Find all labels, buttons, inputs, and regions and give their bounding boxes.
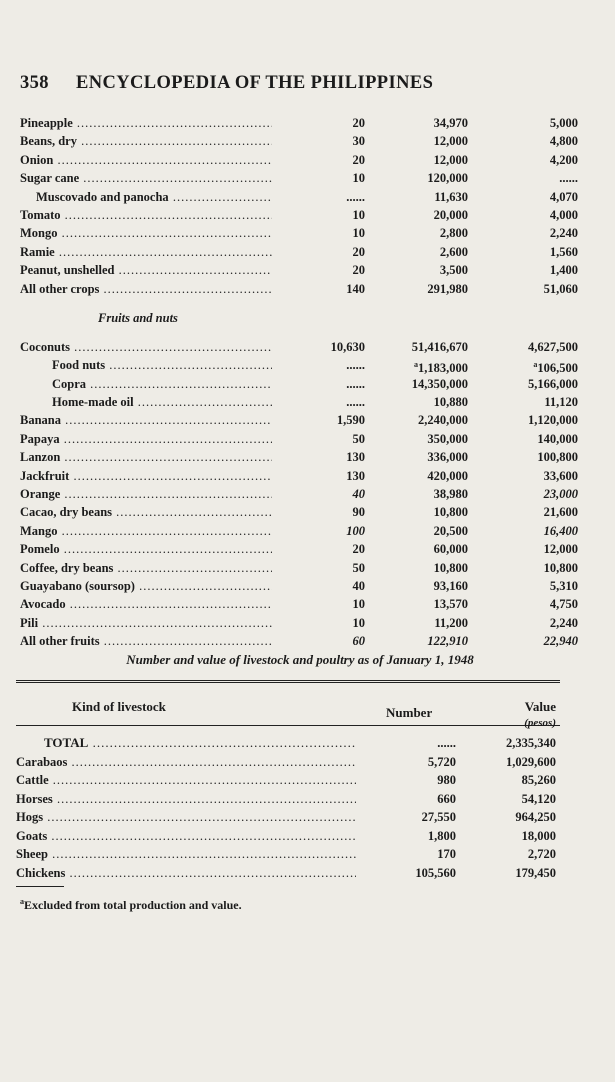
row-number: 170 [437, 847, 456, 861]
page-title: ENCYCLOPEDIA OF THE PHILIPPINES [75, 73, 434, 93]
cell-c2: 350,000 [427, 431, 468, 446]
table-row [20, 151, 580, 169]
table-row [20, 540, 580, 558]
row-number: 980 [437, 773, 456, 787]
cell-c2: 12,000 [433, 152, 468, 167]
cell-c1: 20 [352, 116, 365, 130]
cell-c3: 51,060 [543, 281, 578, 296]
cell-c2: 12,000 [433, 134, 468, 149]
row-value: 85,260 [521, 773, 556, 787]
cell-c1: 10 [352, 615, 365, 630]
cell-c3: 4,627,500 [528, 339, 578, 354]
col-value-unit: (pesos) [524, 717, 556, 729]
cell-c2: 2,600 [439, 244, 468, 259]
cell-c1: ...... [346, 189, 365, 204]
row-label: Papaya ..... [20, 430, 272, 448]
row-label: Copra ..... [52, 375, 272, 393]
cell-c2: 51,416,670 [411, 339, 468, 354]
cell-c3: 4,200 [549, 152, 578, 167]
table-row [20, 338, 580, 356]
table-row [20, 411, 580, 429]
fruits-rows [20, 338, 580, 651]
cell-c3: 21,600 [543, 505, 578, 520]
col-value-header [524, 699, 556, 731]
cell-c2: 120,000 [427, 171, 468, 186]
cell-c1: 20 [352, 244, 365, 259]
cell-c1: 130 [346, 468, 365, 483]
crops-rows [20, 114, 580, 298]
crops-table [20, 114, 580, 651]
row-value: 18,000 [521, 828, 556, 843]
row-label: Ramie ..... [20, 243, 272, 261]
cell-c3: $^a$106,500 [533, 360, 578, 376]
footnote-marker: a [20, 897, 24, 906]
cell-c2: 14,350,000 [411, 376, 468, 391]
livestock-title: Number and value of livestock and poultry as of January 1, 1948 [126, 652, 474, 667]
cell-c2: 336,000 [427, 450, 468, 465]
table-row [20, 243, 580, 261]
cell-c1: 20 [352, 542, 365, 557]
row-number: 5,720 [427, 754, 456, 769]
table-row [20, 169, 580, 187]
cell-c1: 90 [352, 505, 365, 520]
table-row [20, 632, 580, 650]
row-label: Mango ..... [20, 522, 272, 540]
cell-c1: 1,590 [336, 413, 365, 428]
cell-c1: ...... [346, 395, 365, 410]
cell-c2: 2,240,000 [418, 413, 468, 428]
cell-c1: 50 [352, 560, 365, 575]
table-row [20, 467, 580, 485]
table-row [16, 790, 560, 809]
cell-c2: 20,500 [433, 523, 468, 538]
cell-c2: 420,000 [427, 468, 468, 483]
table-row [16, 864, 560, 883]
cell-c3: 16,400 [543, 523, 578, 538]
cell-c3: 2,240 [549, 615, 578, 630]
livestock-header [16, 685, 560, 729]
cell-c3: 12,000 [543, 542, 578, 557]
cell-c2: $^a$1,183,000 [414, 360, 468, 376]
cell-c3: 4,000 [549, 207, 578, 222]
cell-c2: 20,000 [433, 207, 468, 222]
row-number: 27,550 [421, 810, 456, 824]
table-row [20, 206, 580, 224]
row-label: Food nuts ..... [52, 356, 272, 374]
cell-c3: 4,800 [549, 134, 578, 149]
row-label: Pineapple ..... [20, 114, 272, 132]
table-row [16, 827, 560, 846]
page-number: 358 [20, 73, 49, 93]
cell-c1: 20 [352, 263, 365, 278]
row-label: Mongo ..... [20, 224, 272, 242]
cell-c2: 60,000 [433, 542, 468, 557]
row-label: Orange ..... [20, 485, 272, 503]
cell-c1: ...... [346, 376, 365, 391]
cell-c3: 22,940 [543, 634, 578, 649]
cell-c2: 11,200 [434, 615, 468, 630]
table-row [20, 559, 580, 577]
row-label: Goats ..... [16, 827, 356, 846]
row-label: Pomelo ..... [20, 540, 272, 558]
cell-c1: 10 [352, 226, 365, 241]
row-value: 179,450 [515, 865, 556, 880]
row-label: Carabaos ..... [16, 753, 356, 772]
cell-c3: 100,800 [537, 450, 578, 465]
footnote-text: Excluded from total production and value. [24, 898, 242, 912]
table-row [20, 448, 580, 466]
cell-c2: 10,880 [433, 395, 468, 410]
cell-c3: 11,120 [544, 395, 578, 410]
table-row [20, 188, 580, 206]
cell-c1: 10 [352, 597, 365, 612]
cell-c3: 5,000 [549, 116, 578, 130]
table-row [16, 845, 560, 864]
row-value: 54,120 [521, 791, 556, 806]
cell-c1: 10 [352, 171, 365, 186]
cell-c2: 10,800 [433, 560, 468, 575]
row-label: All other fruits ..... [20, 632, 272, 650]
table-row [20, 280, 580, 298]
row-label: Cattle ..... [16, 771, 356, 790]
footnote-rule [16, 886, 64, 887]
row-label: Home-made oil ..... [52, 393, 272, 411]
cell-c3: 1,400 [549, 263, 578, 278]
col-value-label: Value [524, 699, 556, 714]
table-row [20, 356, 580, 374]
table-row [16, 753, 560, 772]
cell-c2: 2,800 [439, 226, 468, 241]
cell-c1: 10 [352, 207, 365, 222]
cell-c2: 11,630 [434, 189, 468, 204]
cell-c3: 5,310 [549, 578, 578, 593]
table-row [20, 503, 580, 521]
cell-c2: 122,910 [427, 634, 468, 649]
row-number: 1,800 [427, 828, 456, 843]
row-label: Jackfruit ..... [20, 467, 272, 485]
row-label: Banana ..... [20, 411, 272, 429]
cell-c1: ...... [346, 358, 365, 373]
cell-c3: 1,560 [549, 244, 578, 259]
cell-c2: 34,970 [433, 116, 468, 130]
cell-c3: 4,070 [549, 189, 578, 204]
col-kind-header: Kind of livestock [72, 699, 166, 714]
livestock-table [16, 680, 560, 882]
col-number-header: Number [386, 705, 433, 720]
row-value: 2,720 [527, 847, 556, 861]
cell-c3: 4,750 [549, 597, 578, 612]
row-label: Beans, dry ..... [20, 132, 272, 150]
row-label: Muscovado and panocha ..... [36, 188, 272, 206]
row-label: Sheep ..... [16, 845, 356, 864]
cell-c1: 40 [352, 578, 365, 593]
row-label: Coffee, dry beans ..... [20, 559, 272, 577]
table-row [20, 224, 580, 242]
cell-c1: 50 [352, 431, 365, 446]
table-row [16, 808, 560, 827]
livestock-body [16, 726, 560, 882]
total-value: 2,335,340 [506, 736, 556, 750]
cell-c1: 40 [352, 487, 365, 502]
row-label: Coconuts ..... [20, 338, 272, 356]
table-row [20, 614, 580, 632]
table-row [20, 114, 580, 132]
table-row [20, 577, 580, 595]
livestock-rows [16, 753, 560, 883]
cell-c2: 291,980 [427, 281, 468, 296]
row-number: 660 [437, 791, 456, 806]
cell-c3: 140,000 [537, 431, 578, 446]
cell-c1: 130 [346, 450, 365, 465]
row-number: 105,560 [415, 865, 456, 880]
cell-c2: 10,800 [433, 505, 468, 520]
row-label: Tomato ..... [20, 206, 272, 224]
row-label: Avocado ..... [20, 595, 272, 613]
row-label: Hogs ..... [16, 808, 356, 827]
row-label: Onion ..... [20, 151, 272, 169]
cell-c3: 23,000 [543, 487, 578, 502]
cell-c3: 2,240 [549, 226, 578, 241]
row-label: Guayabano (soursop) ..... [20, 577, 272, 595]
table-row [20, 485, 580, 503]
cell-c1: 10,630 [330, 339, 365, 354]
row-label: Chickens ..... [16, 864, 356, 883]
cell-c2: 13,570 [433, 597, 468, 612]
total-label: TOTAL ..... [44, 734, 356, 753]
row-label: Cacao, dry beans ..... [20, 503, 272, 521]
row-value: 1,029,600 [506, 754, 556, 769]
total-row [16, 734, 560, 753]
cell-c2: 38,980 [433, 487, 468, 502]
cell-c1: 60 [352, 634, 365, 649]
cell-c3: 5,166,000 [528, 376, 578, 391]
page-header [20, 73, 580, 94]
row-value: 964,250 [515, 810, 556, 824]
cell-c1: 30 [352, 134, 365, 149]
total-number: ...... [437, 736, 456, 750]
row-label: Pili ..... [20, 614, 272, 632]
table-row [20, 430, 580, 448]
row-label: Horses ..... [16, 790, 356, 809]
table-row [20, 595, 580, 613]
cell-c1: 20 [352, 152, 365, 167]
cell-c3: 33,600 [543, 468, 578, 483]
fruits-heading: Fruits and nuts [98, 310, 178, 325]
footnote [20, 897, 242, 913]
row-label: Sugar cane ..... [20, 169, 272, 187]
cell-c3: ...... [559, 171, 578, 186]
table-row [20, 393, 580, 411]
cell-c3: 1,120,000 [528, 413, 578, 428]
table-row [20, 375, 580, 393]
row-label: Lanzon ..... [20, 448, 272, 466]
cell-c2: 3,500 [439, 263, 468, 278]
table-row [20, 132, 580, 150]
table-row [20, 522, 580, 540]
table-row [16, 771, 560, 790]
cell-c2: 93,160 [433, 578, 468, 593]
cell-c3: 10,800 [543, 560, 578, 575]
cell-c1: 100 [346, 523, 365, 538]
table-row [20, 261, 580, 279]
row-label: Peanut, unshelled ..... [20, 261, 272, 279]
cell-c1: 140 [346, 281, 365, 296]
row-label: All other crops ..... [20, 280, 272, 298]
